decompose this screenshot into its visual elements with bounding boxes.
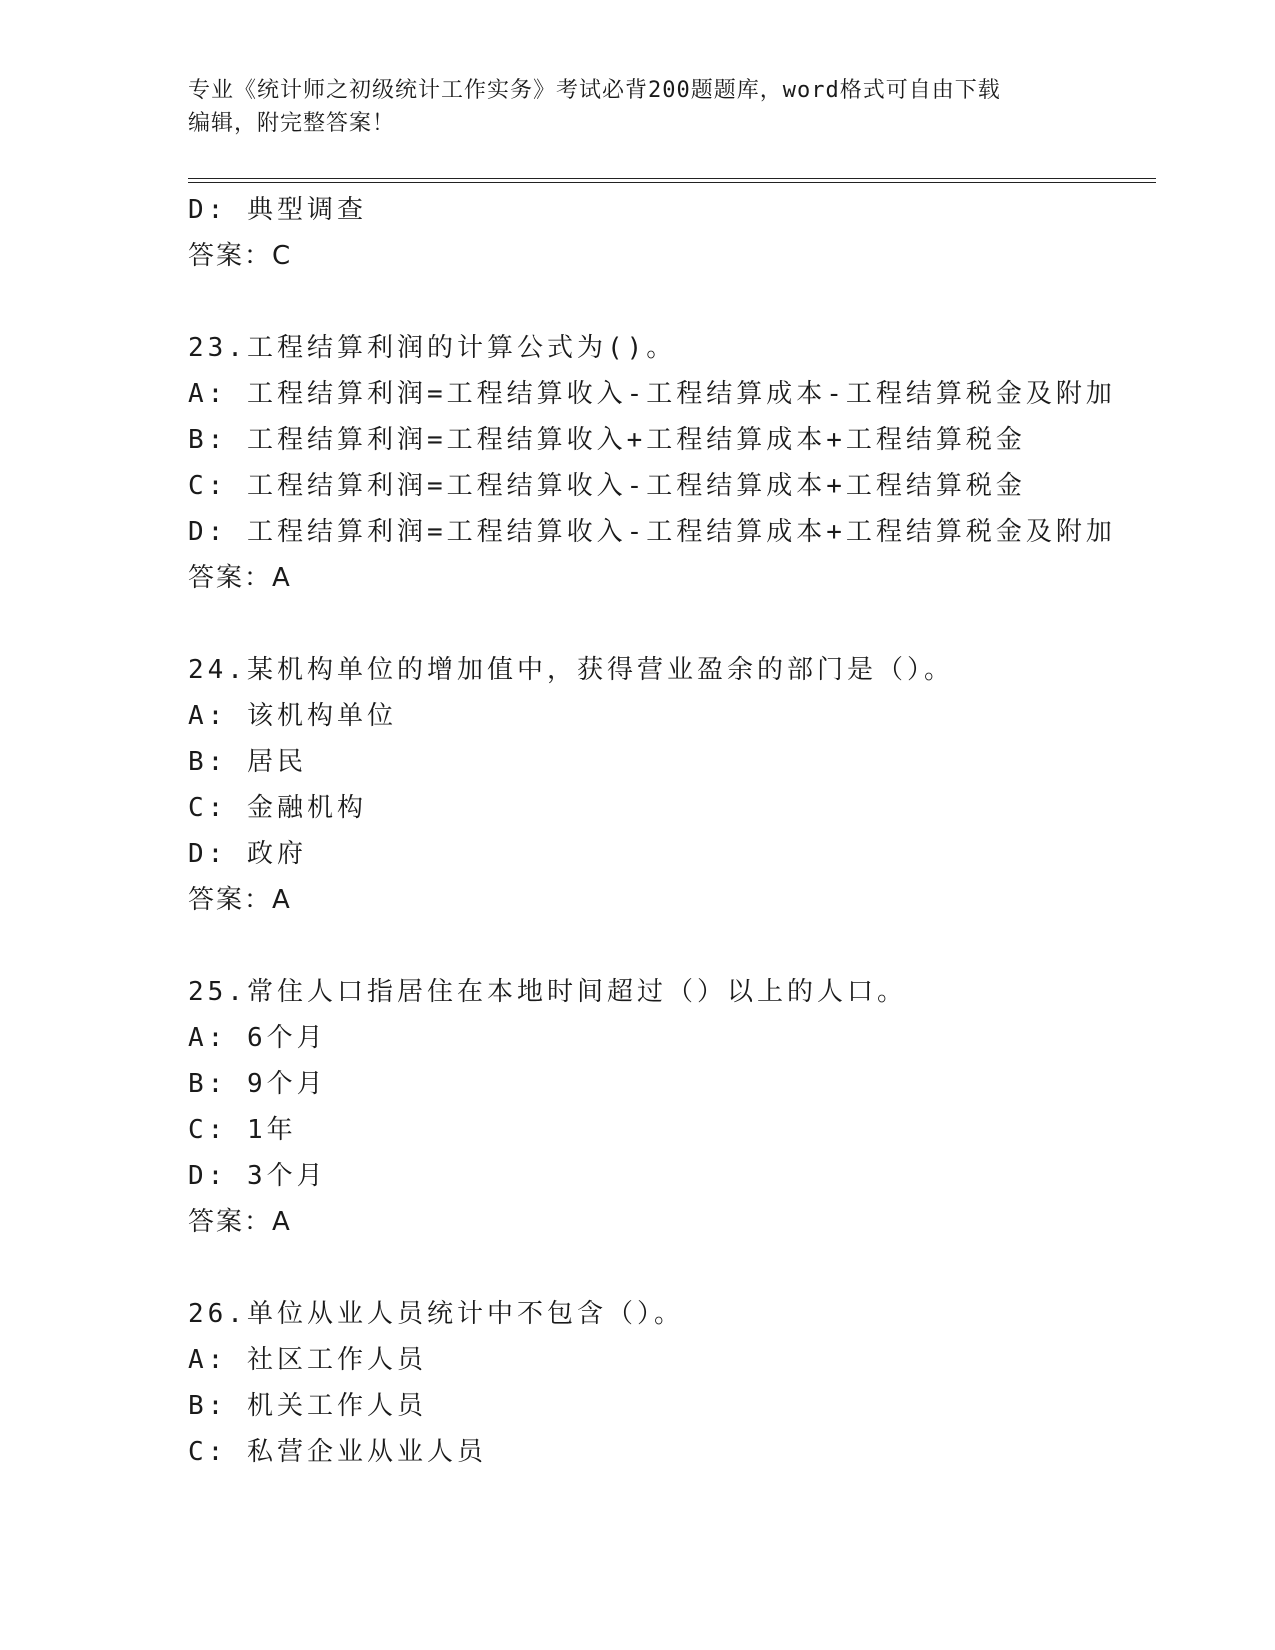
- option-b: B: 居民: [188, 747, 307, 777]
- question-26: [188, 1291, 1168, 1475]
- option-d: D: 工程结算利润=工程结算收入-工程结算成本+工程结算税金及附加: [188, 517, 1116, 547]
- answer-line: 答案：C: [188, 241, 293, 271]
- document-body: [188, 187, 1168, 1475]
- header-line-2: 编辑，附完整答案！: [188, 111, 396, 136]
- option-a: A: 6个月: [188, 1023, 327, 1053]
- question-stem: 23.工程结算利润的计算公式为()。: [188, 333, 677, 363]
- header-rule-bottom: [188, 182, 1156, 183]
- option-c: C: 1年: [188, 1115, 297, 1145]
- option-a: A: 该机构单位: [188, 701, 397, 731]
- option-d: D: 典型调查: [188, 195, 367, 225]
- question-stem: 24.某机构单位的增加值中，获得营业盈余的部门是（）。: [188, 655, 954, 685]
- document-header: [188, 74, 1088, 140]
- option-c: C: 工程结算利润=工程结算收入-工程结算成本+工程结算税金: [188, 471, 1026, 501]
- option-b: B: 9个月: [188, 1069, 327, 1099]
- question-25: [188, 969, 1168, 1245]
- option-d: D: 政府: [188, 839, 307, 869]
- answer-line: 答案：A: [188, 1207, 292, 1237]
- header-line-1: 专业《统计师之初级统计工作实务》考试必背200题题库，word格式可自由下载: [188, 78, 1001, 103]
- option-a: A: 工程结算利润=工程结算收入-工程结算成本-工程结算税金及附加: [188, 379, 1116, 409]
- option-b: B: 机关工作人员: [188, 1391, 427, 1421]
- option-d: D: 3个月: [188, 1161, 327, 1191]
- question-stem: 25.常住人口指居住在本地时间超过（）以上的人口。: [188, 977, 907, 1007]
- previous-question-tail: [188, 187, 1168, 279]
- option-a: A: 社区工作人员: [188, 1345, 427, 1375]
- option-c: C: 金融机构: [188, 793, 367, 823]
- question-24: [188, 647, 1168, 923]
- question-23: [188, 325, 1168, 601]
- option-b: B: 工程结算利润=工程结算收入+工程结算成本+工程结算税金: [188, 425, 1026, 455]
- question-stem: 26.单位从业人员统计中不包含（）。: [188, 1299, 684, 1329]
- answer-line: 答案：A: [188, 885, 292, 915]
- answer-line: 答案：A: [188, 563, 292, 593]
- option-c: C: 私营企业从业人员: [188, 1437, 487, 1467]
- header-rule-top: [188, 178, 1156, 179]
